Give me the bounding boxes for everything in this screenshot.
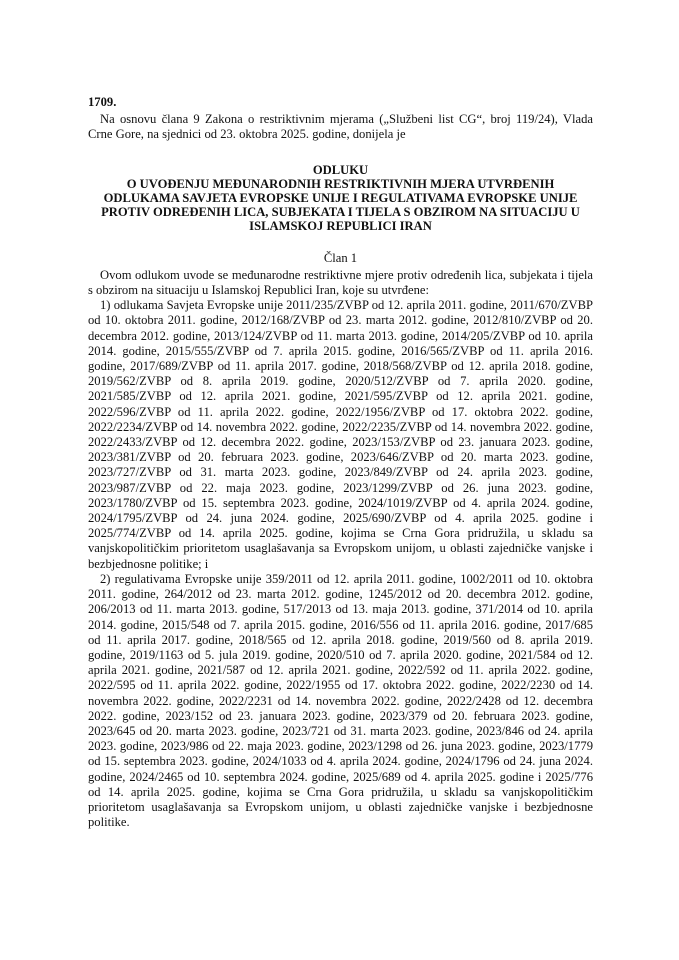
document-page	[88, 95, 593, 830]
article-heading: Član 1	[323, 250, 358, 265]
article-paragraph: 2) regulativama Evropske unije 359/2011 od 12. aprila 2011. godine, 1002/2011 od 10. oktobra 2011. godine, 264/2012 od 23. marta 2012. godine, 1245/2012 od 20. decembra 2012. godine, 206/2013 od 11. marta 2013. godine, 517/2013 od 13. maja 2013. godine, 371/2014 od 10. aprila 2014. godine, 2015/548 od 7. aprila 2015. godine, 2016/556 od 11. aprila 2016. godine, 2017/685 od 11. aprila 2017. godine, 2018/565 od 12. aprila 2018. godine, 2019/560 od 8. aprila 2019. godine, 2019/1163 od 5. jula 2019. godine, 2020/510 od 7. aprila 2020. godine, 2021/584 od 12. aprila 2021. godine, 2021/587 od 12. aprila 2021. godine, 2022/592 od 11. aprila 2022. godine, 2022/595 od 11. aprila 2022. godine, 2022/1955 od 17. oktobra 2022. godine, 2022/2230 od 14. novembra 2022. godine, 2022/2231 od 14. novembra 2022. godine, 2022/2428 od 12. decembra 2022. godine, 2023/152 od 23. januara 2023. godine, 2023/379 od 20. februara 2023. godine, 2023/645 od 20. marta 2023. godine, 2023/721 od 31. marta 2023. godine, 2023/846 od 24. aprila 2023. godine, 2023/986 od 22. maja 2023. godine, 2023/1298 od 26. juna 2023. godine, 2023/1779 od 15. septembra 2023. godine, 2024/1033 od 4. aprila 2024. godine, 2024/1796 od 24. juna 2024. godine, 2024/2465 od 10. septembra 2024. godine, 2025/689 od 4. aprila 2025. godine i 2025/776 od 14. aprila 2025. godine, kojima se Crna Gora pridružila, u skladu sa vanjskopolitičkim prioritetom usaglašavanja sa Evropskom unijom, u oblasti zajedničke vanjske i bezbjednosne politike.	[88, 571, 593, 830]
intro-paragraph: Na osnovu člana 9 Zakona o restriktivnim mjerama („Službeni list CG“, broj 119/24), Vlada Crne Gore, na sjednici od 23. oktobra 2025. godine, donijela je	[88, 112, 593, 142]
decision-title	[88, 163, 593, 234]
title-line: ISLAMSKOJ REPUBLICI IRAN	[249, 219, 432, 234]
title-heading: ODLUKU	[312, 162, 369, 177]
article-paragraph: Ovom odlukom uvode se međunarodne restriktivne mjere protiv određenih lica, subjekata i tijela s obzirom na situaciju u Islamskoj Republici Iran, koje su utvrđene:	[88, 267, 593, 298]
article-paragraph: 1) odlukama Savjeta Evropske unije 2011/235/ZVBP od 12. aprila 2011. godine, 2011/670/ZVBP od 10. oktobra 2011. godine, 2012/168/ZVBP od 23. marta 2012. godine, 2012/810/ZVBP od 20. decembra 2012. godine, 2013/124/ZVBP od 11. marta 2013. godine, 2014/205/ZVBP od 10. aprila 2014. godine, 2015/555/ZVBP od 7. aprila 2015. godine, 2016/565/ZVBP od 11. aprila 2016. godine, 2017/689/ZVBP od 11. aprila 2017. godine, 2018/568/ZVBP od 12. aprila 2018. godine, 2019/562/ZVBP od 8. aprila 2019. godine, 2020/512/ZVBP od 7. aprila 2020. godine, 2021/585/ZVBP od 12. aprila 2021. godine, 2021/595/ZVBP od 12. aprila 2021. godine, 2022/596/ZVBP od 11. aprila 2022. godine, 2022/1956/ZVBP od 17. oktobra 2022. godine, 2022/2234/ZVBP od 14. novembra 2022. godine, 2022/2235/ZVBP od 14. novembra 2022. godine, 2022/2433/ZVBP od 12. decembra 2022. godine, 2023/153/ZVBP od 23. januara 2023. godine, 2023/381/ZVBP od 20. februara 2023. godine, 2023/646/ZVBP od 20. marta 2023. godine, 2023/727/ZVBP od 31. marta 2023. godine, 2023/849/ZVBP od 24. aprila 2023. godine, 2023/987/ZVBP od 22. maja 2023. godine, 2023/1299/ZVBP od 26. juna 2023. godine, 2023/1780/ZVBP od 15. septembra 2023. godine, 2024/1019/ZVBP od 4. aprila 2024. godine, 2024/1795/ZVBP od 24. juna 2024. godine, 2025/690/ZVBP od 4. aprila 2025. godine i 2025/774/ZVBP od 14. aprila 2025. godine, kojima se Crna Gora pridružila, u skladu sa vanjskopolitičkim prioritetom usaglašavanja sa Evropskom unijom, u oblasti zajedničke vanjske i bezbjednosne politike; i	[88, 298, 593, 571]
title-line: PROTIV ODREĐENIH LICA, SUBJEKATA I TIJELA S OBZIROM NA SITUACIJU U	[101, 205, 580, 220]
document-number: 1709.	[88, 95, 117, 109]
title-line: O UVOĐENJU MEĐUNARODNIH RESTRIKTIVNIH MJERA UTVRĐENIH	[126, 176, 555, 191]
title-line: ODLUKAMA SAVJETA EVROPSKE UNIJE I REGULATIVAMA EVROPSKE UNIJE	[103, 191, 578, 206]
